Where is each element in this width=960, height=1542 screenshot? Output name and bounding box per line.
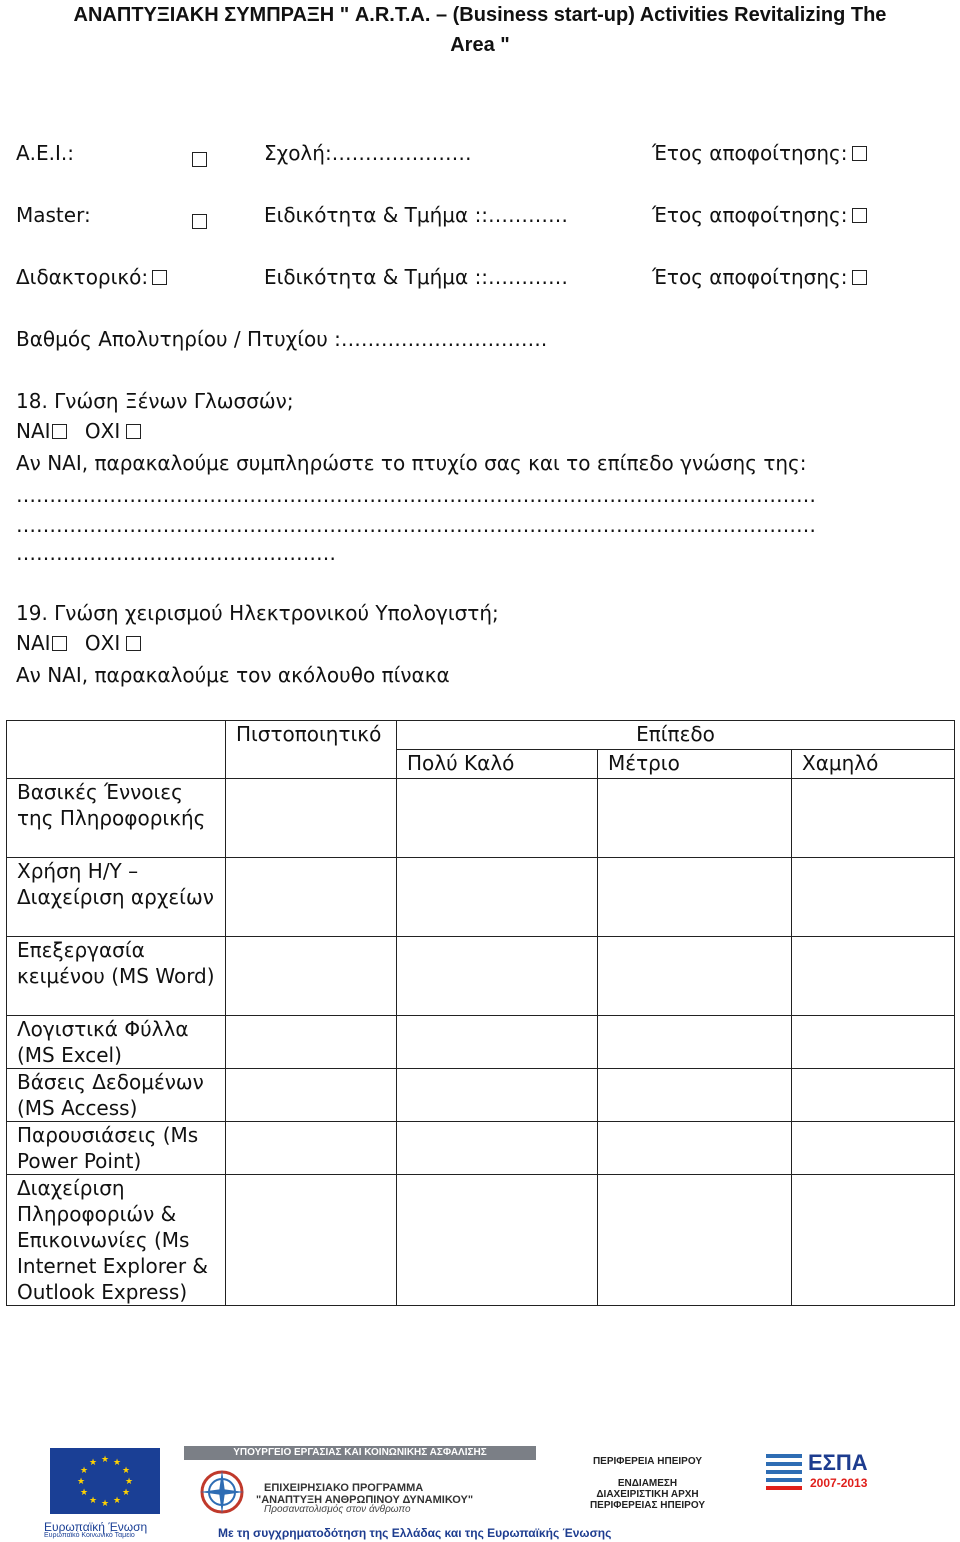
document-title [0,0,960,60]
row-label: Βασικές Έννοιες της Πληροφορικής [7,779,226,858]
master-row [16,202,936,228]
low-cell[interactable] [792,937,955,1016]
row-label: Παρουσιάσεις (Ms Power Point) [7,1122,226,1175]
title-line-1: ΑΝΑΠΤΥΞΙΑΚΗ ΣΥΜΠΡΑΞΗ " A.R.T.A. – (Business start-up) Activities Revitalizing The [73,4,887,26]
svg-text:★: ★ [121,1488,131,1498]
computer-skills-table [6,720,955,1306]
table-row [7,1069,955,1122]
svg-text:★: ★ [76,1477,86,1487]
header-level: Επίπεδο [397,721,955,750]
table-corner-cell [7,721,226,779]
very-good-cell[interactable] [397,1175,598,1306]
certificate-cell[interactable] [226,1069,397,1122]
espa-years: 2007-2013 [810,1476,868,1490]
svg-text:★: ★ [112,1496,122,1506]
q19-yes-checkbox[interactable] [52,636,67,651]
low-cell[interactable] [792,1175,955,1306]
q18-question: 18. Γνώση Ξένων Γλωσσών; [16,389,294,413]
eu-flag-logo [50,1448,160,1514]
certificate-cell[interactable] [226,937,397,1016]
row-label: Επεξεργασία κειμένου (MS Word) [7,937,226,1016]
table-row [7,1122,955,1175]
medium-cell[interactable] [598,858,792,937]
school-label: Σχολή:………………… [264,141,472,165]
q19-no-checkbox[interactable] [126,636,141,651]
aei-year-field[interactable]: Έτος αποφοίτησης: [652,140,867,166]
q19-no-label: ΟΧΙ [84,631,121,655]
ministry-banner: ΥΠΟΥΡΓΕΙΟ ΕΡΓΑΣΙΑΣ ΚΑΙ ΚΟΙΝΩΝΙΚΗΣ ΑΣΦΑΛΙΣΗΣ [184,1446,536,1460]
svg-text:★: ★ [88,1496,98,1506]
region-label: ΠΕΡΙΦΕΡΕΙΑ ΗΠΕΙΡΟΥ [592,1456,703,1467]
q19-question: 19. Γνώση χειρισμού Ηλεκτρονικού Υπολογιστή; [16,601,499,625]
table-row [7,1175,955,1306]
master-year-checkbox[interactable] [852,208,867,223]
svg-text:★: ★ [112,1458,122,1468]
certificate-cell[interactable] [226,1016,397,1069]
low-cell[interactable] [792,1069,955,1122]
table-row [7,1016,955,1069]
master-label: Master: [16,203,91,227]
phd-row [16,264,936,290]
certificate-cell[interactable] [226,1122,397,1175]
header-very-good: Πολύ Καλό [397,750,598,779]
q18-instruction: Αν ΝΑΙ, παρακαλούμε συμπληρώστε το πτυχίο σας και το επίπεδο γνώσης της: [16,451,807,475]
espa-logo [764,1448,884,1498]
table-row [7,937,955,1016]
medium-cell[interactable] [598,1069,792,1122]
master-checkbox[interactable] [188,208,207,234]
q19-instruction: Αν ΝΑΙ, παρακαλούμε τον ακόλουθο πίνακα [16,663,450,687]
grade-line[interactable]: Βαθμός Απολυτηρίου / Πτυχίου :…………………………. [16,327,548,351]
q18-yes-label: ΝΑΙ [16,419,51,443]
master-year-field[interactable]: Έτος αποφοίτησης: [652,202,867,228]
q18-no-label: ΟΧΙ [84,419,121,443]
very-good-cell[interactable] [397,1069,598,1122]
phd-checkbox[interactable] [152,270,167,285]
q18-answer-line-2[interactable]: ………………………………………………………………………………………………………… [16,513,816,537]
svg-text:★: ★ [88,1458,98,1468]
q18-answer-line-3[interactable]: ………………………………………… [16,541,336,565]
medium-cell[interactable] [598,937,792,1016]
title-line-2: Area " [450,34,510,56]
svg-text:★: ★ [79,1466,89,1476]
low-cell[interactable] [792,779,955,858]
very-good-cell[interactable] [397,1016,598,1069]
svg-text:★: ★ [100,1455,110,1465]
q18-no-checkbox[interactable] [126,424,141,439]
svg-text:★: ★ [100,1499,110,1509]
row-label: Χρήση Η/Υ – Διαχείριση αρχείων [7,858,226,937]
aei-checkbox[interactable] [188,146,207,172]
master-specialty-label: Ειδικότητα & Τμήμα ::………… [264,203,569,227]
aei-row [16,140,936,166]
header-low: Χαμηλό [792,750,955,779]
very-good-cell[interactable] [397,858,598,937]
phd-year-field[interactable]: Έτος αποφοίτησης: [652,264,867,290]
espa-text: ΕΣΠΑ [808,1450,868,1475]
very-good-cell[interactable] [397,779,598,858]
medium-cell[interactable] [598,1016,792,1069]
phd-year-checkbox[interactable] [852,270,867,285]
header-medium: Μέτριο [598,750,792,779]
svg-text:★: ★ [121,1466,131,1476]
certificate-cell[interactable] [226,858,397,937]
low-cell[interactable] [792,858,955,937]
row-label: Λογιστικά Φύλλα (MS Excel) [7,1016,226,1069]
svg-text:★: ★ [124,1477,134,1487]
svg-text:★: ★ [79,1488,89,1498]
aei-year-checkbox[interactable] [852,146,867,161]
compass-icon [196,1466,248,1518]
phd-label: Διδακτορικό: [16,265,149,289]
q18-answer-line-1[interactable]: ………………………………………………………………………………………………………… [16,483,816,507]
header-certificate: Πιστοποιητικό [226,721,397,779]
table-row [7,858,955,937]
q18-yes-checkbox[interactable] [52,424,67,439]
phd-specialty-label: Ειδικότητα & Τμήμα ::………… [264,265,569,289]
program-subtitle: Προσανατολισμός στον άνθρωπο [264,1504,411,1515]
aei-label: Α.Ε.Ι.: [16,141,75,165]
very-good-cell[interactable] [397,1122,598,1175]
certificate-cell[interactable] [226,779,397,858]
medium-cell[interactable] [598,779,792,858]
cofunding-note: Με τη συγχρηματοδότηση της Ελλάδας και της Ευρωπαϊκής Ένωσης [218,1526,612,1540]
very-good-cell[interactable] [397,937,598,1016]
q19-yes-label: ΝΑΙ [16,631,51,655]
q19-options [16,630,141,656]
table-row [7,779,955,858]
low-cell[interactable] [792,1016,955,1069]
certificate-cell[interactable] [226,1175,397,1306]
row-label: Βάσεις Δεδομένων (MS Access) [7,1069,226,1122]
q18-options [16,418,141,444]
intermediate-authority: ΕΝΔΙΑΜΕΣΗ ΔΙΑΧΕΙΡΙΣΤΙΚΗ ΑΡΧΗ ΠΕΡΙΦΕΡΕΙΑΣ ΗΠΕΙΡΟΥ [589,1478,706,1511]
program-title: ΕΠΙΧΕΙΡΗΣΙΑΚΟ ΠΡΟΓΡΑΜΜΑ "ΑΝΑΠΤΥΞΗ ΑΝΘΡΩΠΙΝΟΥ ΔΥΝΑΜΙΚΟΥ" [256,1482,474,1506]
funding-footer [0,1440,960,1542]
medium-cell[interactable] [598,1122,792,1175]
medium-cell[interactable] [598,1175,792,1306]
row-label: Διαχείριση Πληροφοριών & Επικοινωνίες (Ms Internet Explorer & Outlook Express) [7,1175,226,1306]
eu-caption: Ευρωπαϊκή Ένωση Ευρωπαϊκό Κοινωνικό Ταμείο [44,1520,148,1539]
low-cell[interactable] [792,1122,955,1175]
